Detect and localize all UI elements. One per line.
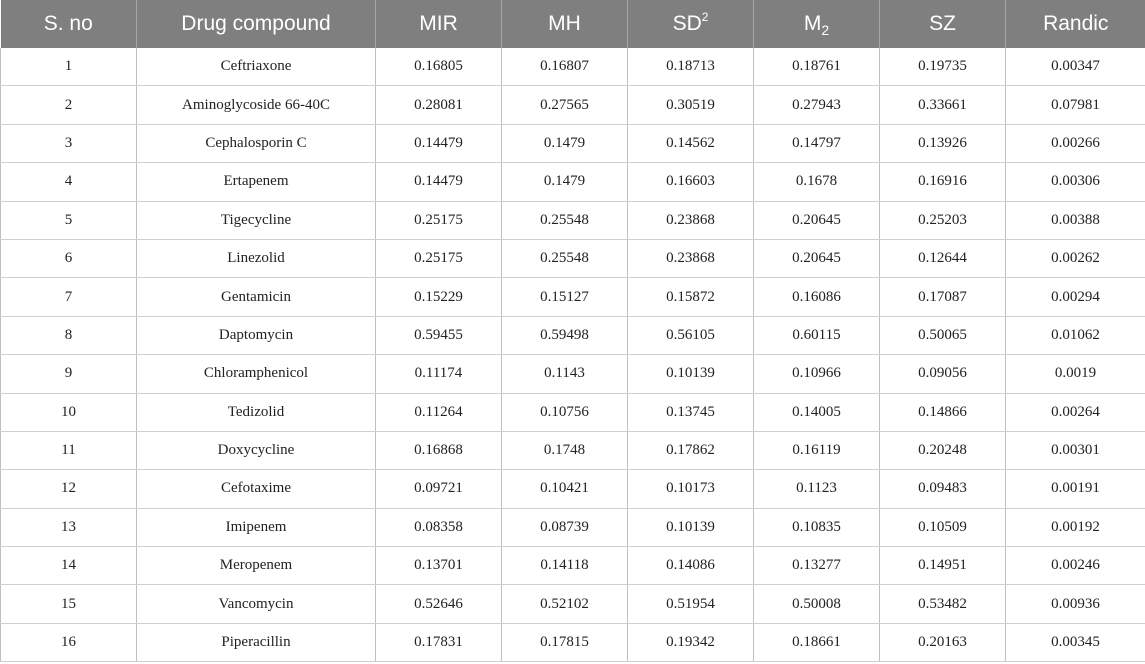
cell-mh: 0.1479 [502,163,628,201]
cell-drug-compound: Linezolid [137,239,376,277]
cell-mir: 0.16868 [376,431,502,469]
table-header-row [1,0,1145,48]
cell-randic: 0.00936 [1006,585,1145,623]
cell-sno: 4 [1,163,137,201]
cell-m2: 0.20645 [754,239,880,277]
cell-sz: 0.50065 [880,316,1006,354]
cell-drug-compound: Cefotaxime [137,470,376,508]
cell-m2: 0.13277 [754,547,880,585]
cell-mh: 0.27565 [502,86,628,124]
table-row [1,239,1145,277]
cell-sno: 10 [1,393,137,431]
cell-mir: 0.17831 [376,623,502,661]
cell-sd2: 0.10139 [628,355,754,393]
cell-m2: 0.16119 [754,431,880,469]
cell-sd2: 0.15872 [628,278,754,316]
cell-mh: 0.15127 [502,278,628,316]
cell-sz: 0.09056 [880,355,1006,393]
cell-drug-compound: Meropenem [137,547,376,585]
cell-sno: 9 [1,355,137,393]
cell-sd2: 0.56105 [628,316,754,354]
cell-mir: 0.09721 [376,470,502,508]
cell-sno: 3 [1,124,137,162]
header-drug-compound: Drug compound [137,0,376,48]
cell-sno: 7 [1,278,137,316]
table-row [1,585,1145,623]
header-sd-superscript: 2 [701,10,709,24]
cell-randic: 0.00345 [1006,623,1145,661]
cell-sd2: 0.10173 [628,470,754,508]
cell-mir: 0.11264 [376,393,502,431]
cell-sno: 15 [1,585,137,623]
cell-mir: 0.25175 [376,201,502,239]
cell-mir: 0.14479 [376,163,502,201]
cell-drug-compound: Daptomycin [137,316,376,354]
cell-sz: 0.20248 [880,431,1006,469]
cell-sno: 12 [1,470,137,508]
cell-m2: 0.50008 [754,585,880,623]
cell-randic: 0.07981 [1006,86,1145,124]
table-row [1,124,1145,162]
cell-m2: 0.20645 [754,201,880,239]
table-row [1,316,1145,354]
table-row [1,278,1145,316]
cell-mir: 0.28081 [376,86,502,124]
cell-drug-compound: Chloramphenicol [137,355,376,393]
cell-sz: 0.10509 [880,508,1006,546]
cell-mh: 0.52102 [502,585,628,623]
cell-drug-compound: Ertapenem [137,163,376,201]
cell-sd2: 0.19342 [628,623,754,661]
table-row [1,163,1145,201]
cell-mir: 0.13701 [376,547,502,585]
cell-mh: 0.25548 [502,239,628,277]
cell-m2: 0.1123 [754,470,880,508]
cell-sz: 0.25203 [880,201,1006,239]
cell-sd2: 0.23868 [628,239,754,277]
cell-m2: 0.18761 [754,48,880,86]
table-body [1,48,1145,662]
cell-sz: 0.13926 [880,124,1006,162]
cell-randic: 0.00388 [1006,201,1145,239]
cell-sno: 1 [1,48,137,86]
table-row [1,201,1145,239]
cell-mir: 0.11174 [376,355,502,393]
table-row [1,48,1145,86]
cell-mh: 0.25548 [502,201,628,239]
cell-mir: 0.52646 [376,585,502,623]
cell-mh: 0.16807 [502,48,628,86]
header-m2 [754,0,880,48]
header-m-base: M [803,12,822,35]
cell-m2: 0.18661 [754,623,880,661]
cell-sd2: 0.23868 [628,201,754,239]
cell-randic: 0.00262 [1006,239,1145,277]
cell-sd2: 0.30519 [628,86,754,124]
cell-randic: 0.00264 [1006,393,1145,431]
cell-randic: 0.00191 [1006,470,1145,508]
cell-drug-compound: Imipenem [137,508,376,546]
cell-sd2: 0.18713 [628,48,754,86]
cell-m2: 0.10966 [754,355,880,393]
cell-drug-compound: Piperacillin [137,623,376,661]
cell-mir: 0.16805 [376,48,502,86]
table-row [1,623,1145,661]
header-sd-base: SD [672,12,702,35]
cell-mir: 0.15229 [376,278,502,316]
cell-sz: 0.53482 [880,585,1006,623]
cell-mh: 0.10421 [502,470,628,508]
cell-m2: 0.27943 [754,86,880,124]
cell-randic: 0.00266 [1006,124,1145,162]
cell-randic: 0.00246 [1006,547,1145,585]
cell-sno: 8 [1,316,137,354]
cell-randic: 0.00347 [1006,48,1145,86]
cell-mh: 0.1748 [502,431,628,469]
cell-drug-compound: Cephalosporin C [137,124,376,162]
cell-mh: 0.17815 [502,623,628,661]
cell-drug-compound: Doxycycline [137,431,376,469]
header-randic: Randic [1006,0,1145,48]
cell-randic: 0.00192 [1006,508,1145,546]
cell-sz: 0.17087 [880,278,1006,316]
cell-mh: 0.1479 [502,124,628,162]
table-row [1,431,1145,469]
cell-sno: 14 [1,547,137,585]
cell-drug-compound: Vancomycin [137,585,376,623]
table-row [1,547,1145,585]
cell-sno: 13 [1,508,137,546]
cell-sd2: 0.16603 [628,163,754,201]
cell-mir: 0.25175 [376,239,502,277]
cell-randic: 0.0019 [1006,355,1145,393]
table-row [1,355,1145,393]
cell-sd2: 0.51954 [628,585,754,623]
cell-drug-compound: Tigecycline [137,201,376,239]
cell-m2: 0.60115 [754,316,880,354]
header-mh: MH [502,0,628,48]
cell-mh: 0.14118 [502,547,628,585]
cell-sz: 0.33661 [880,86,1006,124]
cell-sz: 0.14951 [880,547,1006,585]
cell-mir: 0.59455 [376,316,502,354]
cell-sz: 0.14866 [880,393,1006,431]
cell-sd2: 0.13745 [628,393,754,431]
table-row [1,508,1145,546]
header-sno: S. no [1,0,137,48]
cell-drug-compound: Tedizolid [137,393,376,431]
cell-mir: 0.14479 [376,124,502,162]
header-mir: MIR [376,0,502,48]
cell-m2: 0.14797 [754,124,880,162]
cell-sno: 6 [1,239,137,277]
cell-sno: 5 [1,201,137,239]
table-row [1,470,1145,508]
cell-sd2: 0.10139 [628,508,754,546]
cell-randic: 0.00306 [1006,163,1145,201]
cell-m2: 0.10835 [754,508,880,546]
cell-drug-compound: Aminoglycoside 66-40C [137,86,376,124]
cell-sz: 0.09483 [880,470,1006,508]
cell-drug-compound: Gentamicin [137,278,376,316]
cell-randic: 0.00294 [1006,278,1145,316]
cell-sd2: 0.17862 [628,431,754,469]
cell-mh: 0.1143 [502,355,628,393]
cell-m2: 0.14005 [754,393,880,431]
table-row [1,86,1145,124]
cell-randic: 0.00301 [1006,431,1145,469]
cell-sz: 0.19735 [880,48,1006,86]
cell-mh: 0.59498 [502,316,628,354]
cell-sd2: 0.14086 [628,547,754,585]
cell-sz: 0.12644 [880,239,1006,277]
cell-mh: 0.08739 [502,508,628,546]
table-row [1,393,1145,431]
cell-mir: 0.08358 [376,508,502,546]
cell-drug-compound: Ceftriaxone [137,48,376,86]
cell-sno: 2 [1,86,137,124]
cell-mh: 0.10756 [502,393,628,431]
header-m-subscript: 2 [821,22,830,38]
cell-sd2: 0.14562 [628,124,754,162]
header-sd2 [628,0,754,48]
cell-sno: 16 [1,623,137,661]
cell-randic: 0.01062 [1006,316,1145,354]
cell-sno: 11 [1,431,137,469]
cell-m2: 0.1678 [754,163,880,201]
cell-sz: 0.20163 [880,623,1006,661]
cell-sz: 0.16916 [880,163,1006,201]
header-sz: SZ [880,0,1006,48]
cell-m2: 0.16086 [754,278,880,316]
